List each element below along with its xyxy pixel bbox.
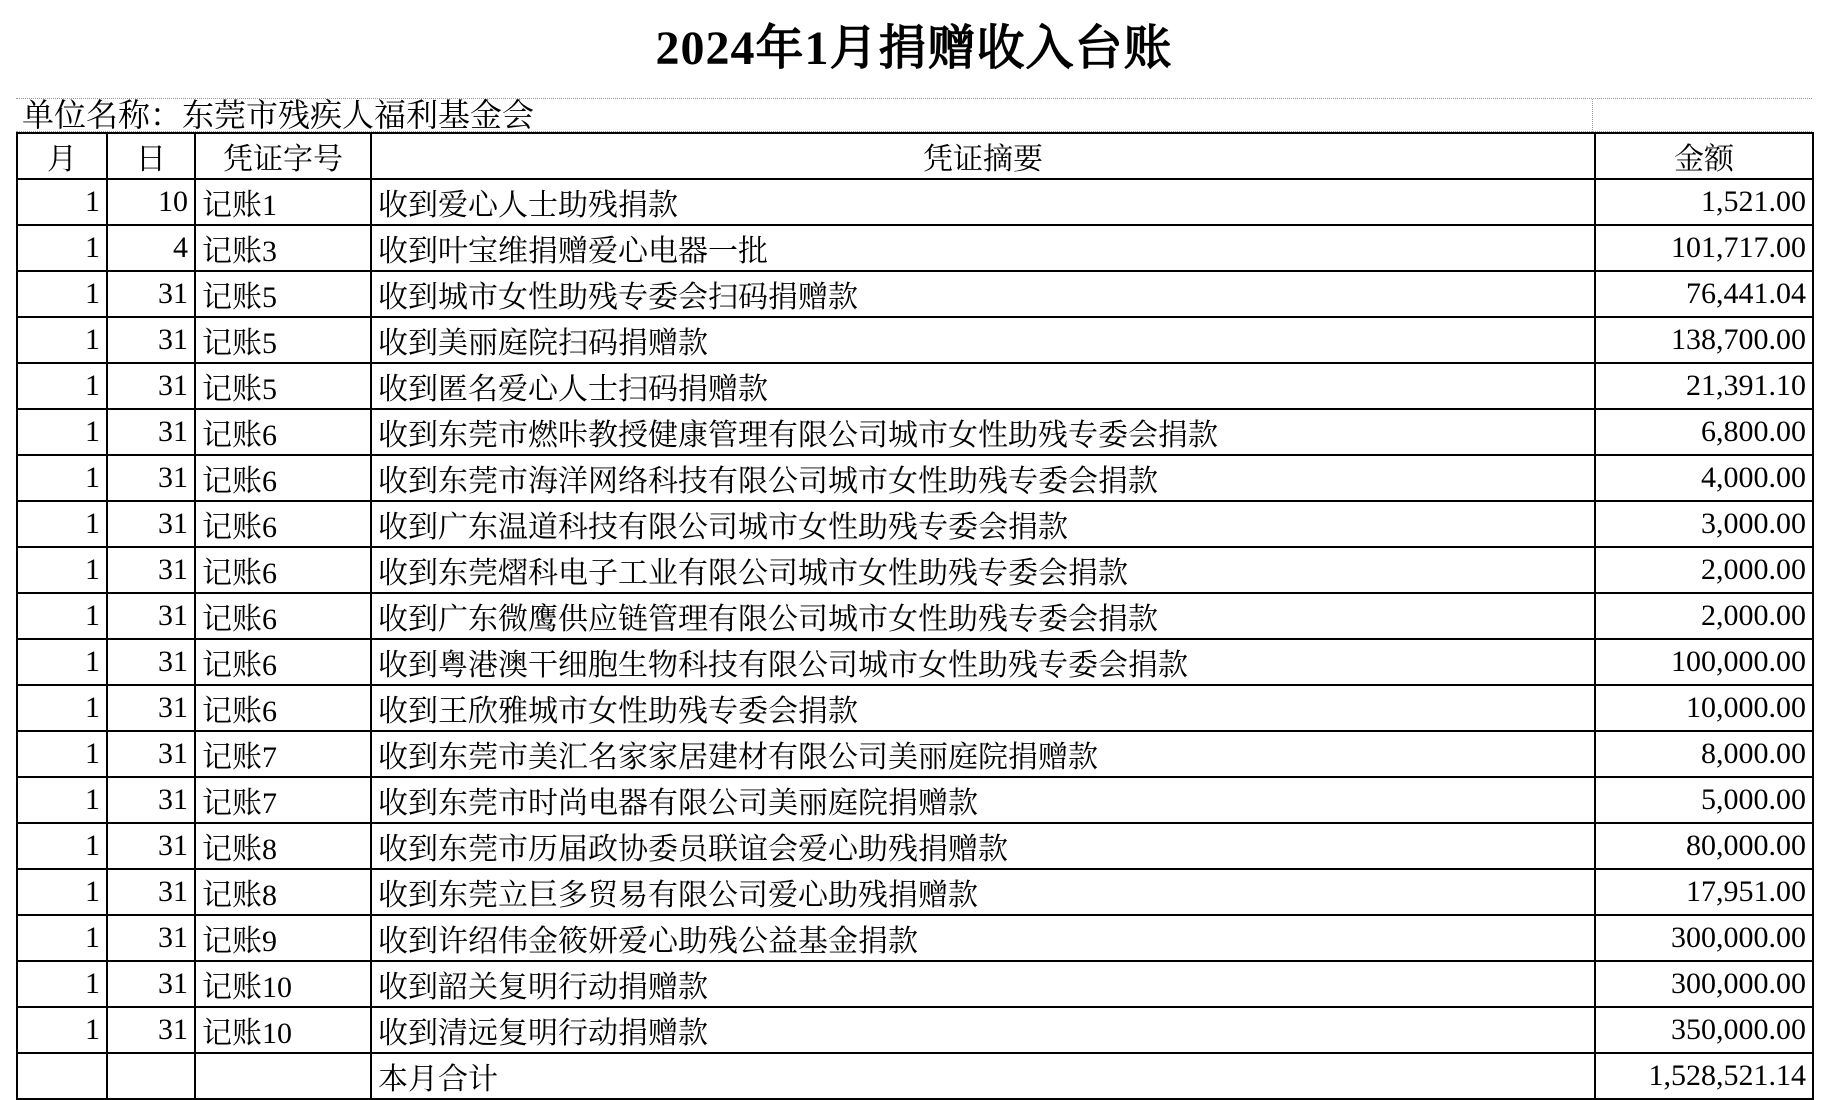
day-cell: 31 bbox=[107, 639, 195, 685]
summary-cell: 收到东莞市历届政协委员联谊会爱心助残捐赠款 bbox=[371, 823, 1595, 869]
month-cell: 1 bbox=[17, 1007, 107, 1053]
summary-cell: 收到东莞市燃咔教授健康管理有限公司城市女性助残专委会捐款 bbox=[371, 409, 1595, 455]
month-cell: 1 bbox=[17, 639, 107, 685]
amount-cell: 1,521.00 bbox=[1595, 179, 1813, 225]
month-cell: 1 bbox=[17, 915, 107, 961]
summary-cell: 收到叶宝维捐赠爱心电器一批 bbox=[371, 225, 1595, 271]
day-cell: 31 bbox=[107, 501, 195, 547]
ledger-body bbox=[17, 179, 1813, 1053]
amount-cell: 5,000.00 bbox=[1595, 777, 1813, 823]
table-row bbox=[17, 777, 1813, 823]
voucher-cell: 记账10 bbox=[195, 1007, 371, 1053]
amount-cell: 6,800.00 bbox=[1595, 409, 1813, 455]
summary-cell: 收到广东温道科技有限公司城市女性助残专委会捐款 bbox=[371, 501, 1595, 547]
month-cell: 1 bbox=[17, 501, 107, 547]
day-cell: 31 bbox=[107, 823, 195, 869]
month-cell: 1 bbox=[17, 409, 107, 455]
day-cell: 31 bbox=[107, 593, 195, 639]
table-row bbox=[17, 639, 1813, 685]
day-cell: 31 bbox=[107, 409, 195, 455]
summary-cell: 收到韶关复明行动捐赠款 bbox=[371, 961, 1595, 1007]
day-cell: 31 bbox=[107, 685, 195, 731]
ledger-sheet bbox=[16, 0, 1812, 1100]
month-cell: 1 bbox=[17, 593, 107, 639]
table-row bbox=[17, 179, 1813, 225]
amount-cell: 300,000.00 bbox=[1595, 961, 1813, 1007]
month-cell: 1 bbox=[17, 869, 107, 915]
day-cell: 31 bbox=[107, 363, 195, 409]
voucher-cell: 记账6 bbox=[195, 639, 371, 685]
page-title: 2024年1月捐赠收入台账 bbox=[16, 0, 1812, 99]
summary-cell: 收到城市女性助残专委会扫码捐赠款 bbox=[371, 271, 1595, 317]
total-label: 本月合计 bbox=[371, 1053, 1595, 1099]
header-row bbox=[17, 133, 1813, 179]
voucher-cell: 记账7 bbox=[195, 777, 371, 823]
summary-cell: 收到东莞熠科电子工业有限公司城市女性助残专委会捐款 bbox=[371, 547, 1595, 593]
summary-cell: 收到东莞市时尚电器有限公司美丽庭院捐赠款 bbox=[371, 777, 1595, 823]
amount-cell: 2,000.00 bbox=[1595, 593, 1813, 639]
amount-cell: 80,000.00 bbox=[1595, 823, 1813, 869]
day-cell: 4 bbox=[107, 225, 195, 271]
month-cell: 1 bbox=[17, 961, 107, 1007]
voucher-cell: 记账6 bbox=[195, 547, 371, 593]
summary-cell: 收到粤港澳干细胞生物科技有限公司城市女性助残专委会捐款 bbox=[371, 639, 1595, 685]
summary-cell: 收到王欣雅城市女性助残专委会捐款 bbox=[371, 685, 1595, 731]
month-cell: 1 bbox=[17, 225, 107, 271]
table-row bbox=[17, 501, 1813, 547]
day-cell: 31 bbox=[107, 731, 195, 777]
day-cell: 31 bbox=[107, 961, 195, 1007]
day-cell: 31 bbox=[107, 777, 195, 823]
table-row bbox=[17, 317, 1813, 363]
amount-cell: 300,000.00 bbox=[1595, 915, 1813, 961]
table-row bbox=[17, 731, 1813, 777]
voucher-cell: 记账5 bbox=[195, 363, 371, 409]
total-amount: 1,528,521.14 bbox=[1595, 1053, 1813, 1099]
day-cell: 31 bbox=[107, 547, 195, 593]
month-cell: 1 bbox=[17, 317, 107, 363]
voucher-cell: 记账10 bbox=[195, 961, 371, 1007]
summary-cell: 收到许绍伟金筱妍爱心助残公益基金捐款 bbox=[371, 915, 1595, 961]
voucher-cell: 记账8 bbox=[195, 823, 371, 869]
table-row bbox=[17, 869, 1813, 915]
summary-cell: 收到清远复明行动捐赠款 bbox=[371, 1007, 1595, 1053]
amount-cell: 2,000.00 bbox=[1595, 547, 1813, 593]
month-cell: 1 bbox=[17, 455, 107, 501]
header-voucher: 凭证字号 bbox=[195, 133, 371, 179]
summary-cell: 收到东莞市美汇名家家居建材有限公司美丽庭院捐赠款 bbox=[371, 731, 1595, 777]
amount-cell: 4,000.00 bbox=[1595, 455, 1813, 501]
amount-cell: 8,000.00 bbox=[1595, 731, 1813, 777]
month-cell: 1 bbox=[17, 271, 107, 317]
summary-cell: 收到东莞市海洋网络科技有限公司城市女性助残专委会捐款 bbox=[371, 455, 1595, 501]
cell-divider bbox=[1592, 99, 1593, 132]
table-row bbox=[17, 225, 1813, 271]
unit-name-row bbox=[16, 99, 1812, 132]
summary-cell: 收到美丽庭院扫码捐赠款 bbox=[371, 317, 1595, 363]
table-row bbox=[17, 271, 1813, 317]
day-cell: 31 bbox=[107, 271, 195, 317]
month-cell: 1 bbox=[17, 363, 107, 409]
day-cell: 31 bbox=[107, 317, 195, 363]
total-voucher-cell bbox=[195, 1053, 371, 1099]
amount-cell: 100,000.00 bbox=[1595, 639, 1813, 685]
header-day: 日 bbox=[107, 133, 195, 179]
day-cell: 31 bbox=[107, 915, 195, 961]
header-amount: 金额 bbox=[1595, 133, 1813, 179]
header-summary: 凭证摘要 bbox=[371, 133, 1595, 179]
voucher-cell: 记账5 bbox=[195, 317, 371, 363]
amount-cell: 10,000.00 bbox=[1595, 685, 1813, 731]
table-row bbox=[17, 961, 1813, 1007]
table-row bbox=[17, 1007, 1813, 1053]
voucher-cell: 记账6 bbox=[195, 455, 371, 501]
voucher-cell: 记账7 bbox=[195, 731, 371, 777]
voucher-cell: 记账6 bbox=[195, 501, 371, 547]
voucher-cell: 记账6 bbox=[195, 685, 371, 731]
summary-cell: 收到爱心人士助残捐款 bbox=[371, 179, 1595, 225]
month-cell: 1 bbox=[17, 547, 107, 593]
ledger-table bbox=[16, 132, 1814, 1100]
amount-cell: 76,441.04 bbox=[1595, 271, 1813, 317]
voucher-cell: 记账5 bbox=[195, 271, 371, 317]
total-day-cell bbox=[107, 1053, 195, 1099]
month-cell: 1 bbox=[17, 179, 107, 225]
total-row bbox=[17, 1053, 1813, 1099]
amount-cell: 21,391.10 bbox=[1595, 363, 1813, 409]
voucher-cell: 记账1 bbox=[195, 179, 371, 225]
table-row bbox=[17, 363, 1813, 409]
amount-cell: 138,700.00 bbox=[1595, 317, 1813, 363]
voucher-cell: 记账8 bbox=[195, 869, 371, 915]
table-row bbox=[17, 915, 1813, 961]
amount-cell: 3,000.00 bbox=[1595, 501, 1813, 547]
unit-name: 单位名称：东莞市残疾人福利基金会 bbox=[22, 97, 535, 133]
day-cell: 10 bbox=[107, 179, 195, 225]
summary-cell: 收到广东微鹰供应链管理有限公司城市女性助残专委会捐款 bbox=[371, 593, 1595, 639]
month-cell: 1 bbox=[17, 731, 107, 777]
month-cell: 1 bbox=[17, 823, 107, 869]
amount-cell: 350,000.00 bbox=[1595, 1007, 1813, 1053]
day-cell: 31 bbox=[107, 869, 195, 915]
voucher-cell: 记账3 bbox=[195, 225, 371, 271]
table-row bbox=[17, 685, 1813, 731]
voucher-cell: 记账6 bbox=[195, 593, 371, 639]
day-cell: 31 bbox=[107, 1007, 195, 1053]
voucher-cell: 记账6 bbox=[195, 409, 371, 455]
voucher-cell: 记账9 bbox=[195, 915, 371, 961]
table-row bbox=[17, 455, 1813, 501]
summary-cell: 收到匿名爱心人士扫码捐赠款 bbox=[371, 363, 1595, 409]
table-row bbox=[17, 547, 1813, 593]
header-month: 月 bbox=[17, 133, 107, 179]
total-month-cell bbox=[17, 1053, 107, 1099]
day-cell: 31 bbox=[107, 455, 195, 501]
amount-cell: 17,951.00 bbox=[1595, 869, 1813, 915]
table-row bbox=[17, 823, 1813, 869]
summary-cell: 收到东莞立巨多贸易有限公司爱心助残捐赠款 bbox=[371, 869, 1595, 915]
table-row bbox=[17, 593, 1813, 639]
table-row bbox=[17, 409, 1813, 455]
month-cell: 1 bbox=[17, 685, 107, 731]
amount-cell: 101,717.00 bbox=[1595, 225, 1813, 271]
month-cell: 1 bbox=[17, 777, 107, 823]
